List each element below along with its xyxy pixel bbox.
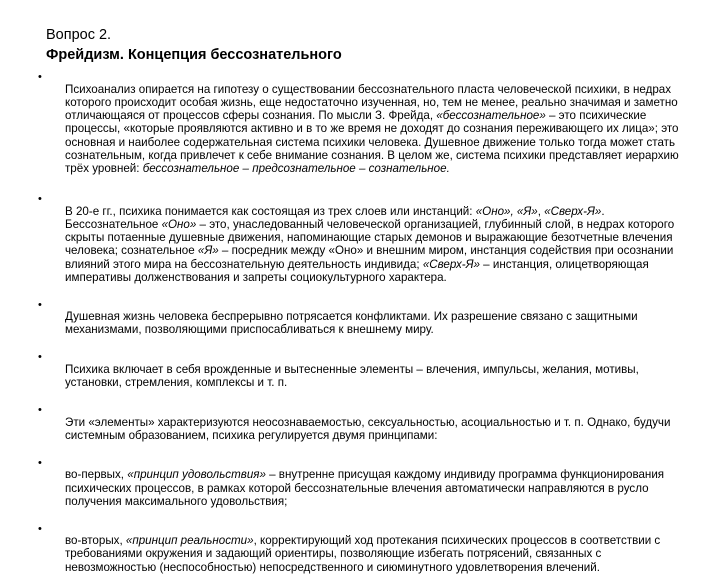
list-item-text: во-первых, «принцип удовольствия» – внутренне присущая каждому индивиду программа функционирования психических процессов, в рамках которой бессознательные влечения автоматически направляются в русло получения максимального удовольствия; [65,468,665,508]
list-item [38,193,680,296]
bullet-icon: • [38,456,42,469]
question-number: Вопрос 2. [46,27,112,43]
bullet-list [38,71,680,586]
slide-title: Фрейдизм. Концепция бессознательного [46,47,342,63]
list-item [38,351,680,401]
bullet-icon: • [38,404,42,416]
list-item [38,457,680,520]
list-item-text: Душевная жизнь человека беспрерывно потрясается конфликтами. Их разрешение связано с защитными механизмами, позволяющими приспосабливаться к внешнему миру. [65,310,638,337]
list-item [38,404,680,454]
list-item [38,71,680,187]
list-item-text: Эти «элементы» характеризуются неосознаваемостью, сексуальностью, асоциальностью и т. п. Однако, будучи системным образованием, психика регулируется двумя принципами: [65,415,671,442]
bullet-icon: • [38,192,42,205]
list-item-text: во-вторых, «принцип реальности», корректирующий ход протекания психических процессов в соответствии с требованиями окружения и задающий ориентиры, позволяющие избегать потрясений, связанных с невозможностью (неспособностью) непосредственного и сиюминутного удовлетворения влечений. [65,534,661,574]
bullet-icon: • [38,71,42,83]
slide-header [46,26,342,65]
bullet-icon: • [38,351,42,364]
list-item-text: Психика включает в себя врожденные и вытесненные элементы – влечения, импульсы, желания, мотивы, установки, стремления, комплексы и т. п. [65,362,639,390]
bullet-icon: • [38,298,42,311]
list-item [38,523,680,586]
bullet-icon: • [38,522,42,535]
list-item [38,299,680,349]
list-item-text: В 20-е гг., психика понимается как состоящая из трех слоев или инстанций: «Оно», «Я», «Сверх-Я». Бессознательное «Оно» – это, унаследованный человеческой организацией, глубинный слой, в недрах которого скрыты потаенные душевные движения, напоминающие старых демонов и выражающие безотчетные влечения человека; сознательное «Я» – посредник между «Оно» и внешним миром, инстанция содействия при осознании влияний этого мира на бессознательную деятельность индивида; «Сверх-Я» – инстанция, олицетворяющая императивы долженствования и запреты социокультурного характера. [65,204,675,284]
list-item-text: Психоанализ опирается на гипотезу о существовании бессознательного пласта человеческой психики, в недрах которого происходит особая жизнь, еще недостаточно изученная, но, тем не менее, реально значимая и заметно отличающаяся от процессов сферы сознания. По мысли З. Фрейда, «бессознательное» – это психические процессы, «которые проявляются активно и в то же время не доходят до сознания переживающего их лица»; это основная и наиболее содержательная система психики человека. Душевное движение только тогда может стать сознательным, когда привлечет к себе внимание сознания. В целом же, система психики представляет иерархию трёх уровней: бессознательное – предсознательное – сознательное. [65,82,679,176]
